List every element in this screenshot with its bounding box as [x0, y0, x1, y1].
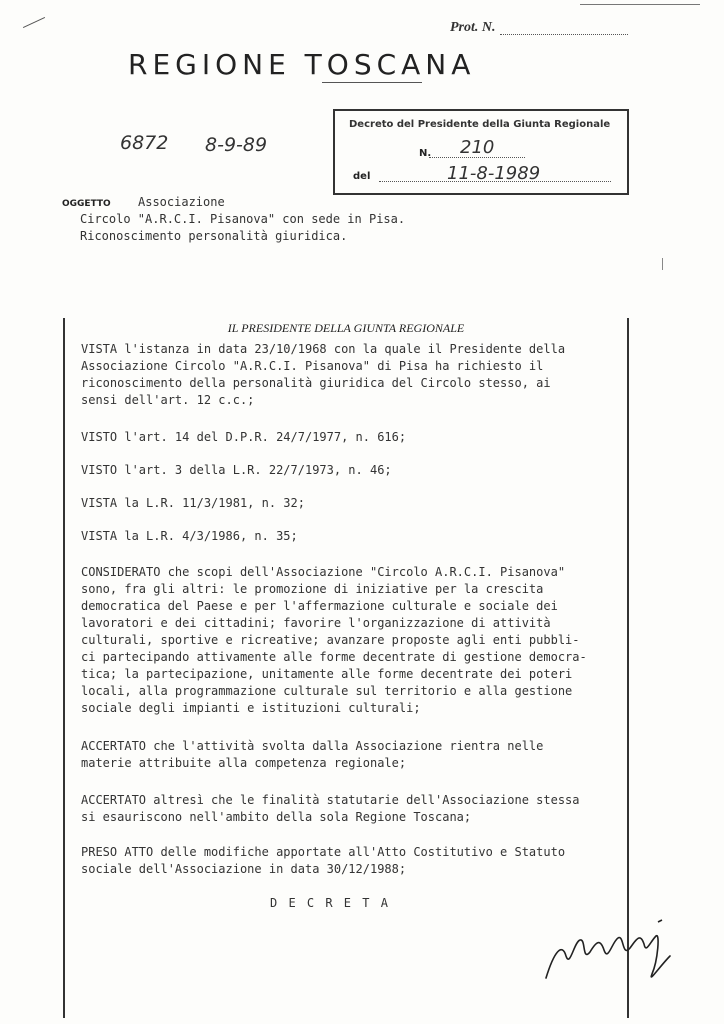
decree-number-value: 210	[460, 137, 495, 158]
decree-box	[333, 109, 629, 195]
body-heading: IL PRESIDENTE DELLA GIUNTA REGIONALE	[227, 321, 465, 335]
page-title: REGIONE TOSCANA	[128, 48, 476, 81]
margin-mark	[662, 258, 664, 270]
paragraph-vista-lr-1986: VISTA la L.R. 4/3/1986, n. 35;	[81, 529, 298, 543]
corner-pen-mark	[23, 17, 45, 28]
handwritten-signature	[540, 912, 690, 992]
protocol-line	[500, 34, 628, 35]
paragraph-visto-lr: VISTO l'art. 3 della L.R. 22/7/1973, n. 46;	[81, 463, 392, 477]
paragraph-accertato-finalita: ACCERTATO altresì che le finalità statutarie dell'Associazione stessa si esauriscono nell'ambito della sola Regione Toscana;	[81, 793, 580, 824]
decree-box-heading: Decreto del Presidente della Giunta Regionale	[349, 119, 611, 130]
decree-number-label: N.	[419, 148, 432, 159]
decreta-heading: D E C R E T A	[270, 896, 390, 910]
paragraph-preso-atto: PRESO ATTO delle modifiche apportate all'Atto Costitutivo e Statuto sociale dell'Associazione in data 30/12/1988;	[81, 845, 566, 876]
subject-line: Associazione	[138, 195, 225, 209]
handwritten-reference-number: 6872	[120, 132, 169, 154]
top-rule	[580, 4, 700, 5]
decree-date-label: del	[353, 171, 371, 182]
paragraph-vista-istanza: VISTA l'istanza in data 23/10/1968 con la quale il Presidente della Associazione Circolo "A.R.C.I. Pisanova" di Pisa ha richiesto il riconoscimento della personalità giuridica del Circolo stesso, ai sensi dell'art. 12 c.c.;	[81, 342, 566, 407]
protocol-label: Prot. N.	[450, 20, 496, 35]
decree-date-value: 11-8-1989	[447, 163, 541, 184]
subject-label: OGGETTO	[62, 199, 111, 209]
paragraph-considerato: CONSIDERATO che scopi dell'Associazione "Circolo A.R.C.I. Pisanova" sono, fra gli altri: le promozione di iniziative per la crescita democratica del Paese e per l'affermazione culturale e sociale dei lavoratori e dei cittadini; favorire l'organizzazione di attività culturali, sportive e ricreative; avanzare proposte agli enti pubbli- ci partecipando attivamente alle forme decentrate di gestione democra- tica; la partecipazione, unitamente alle forme decentrate dei poteri locali, alla programmazione culturale sul territorio e alla gestione sociale degli impianti e istituzioni culturali;	[81, 565, 587, 715]
subject-line: Circolo "A.R.C.I. Pisanova" con sede in Pisa.	[80, 212, 406, 226]
paragraph-visto-dpr: VISTO l'art. 14 del D.P.R. 24/7/1977, n. 616;	[81, 430, 407, 444]
title-underline	[322, 82, 422, 83]
paragraph-vista-lr-1981: VISTA la L.R. 11/3/1981, n. 32;	[81, 496, 305, 510]
paragraph-accertato-competenza: ACCERTATO che l'attività svolta dalla Associazione rientra nelle materie attribuite alla competenza regionale;	[81, 739, 544, 770]
subject-line: Riconoscimento personalità giuridica.	[80, 229, 348, 243]
handwritten-reference-date: 8-9-89	[205, 134, 268, 156]
